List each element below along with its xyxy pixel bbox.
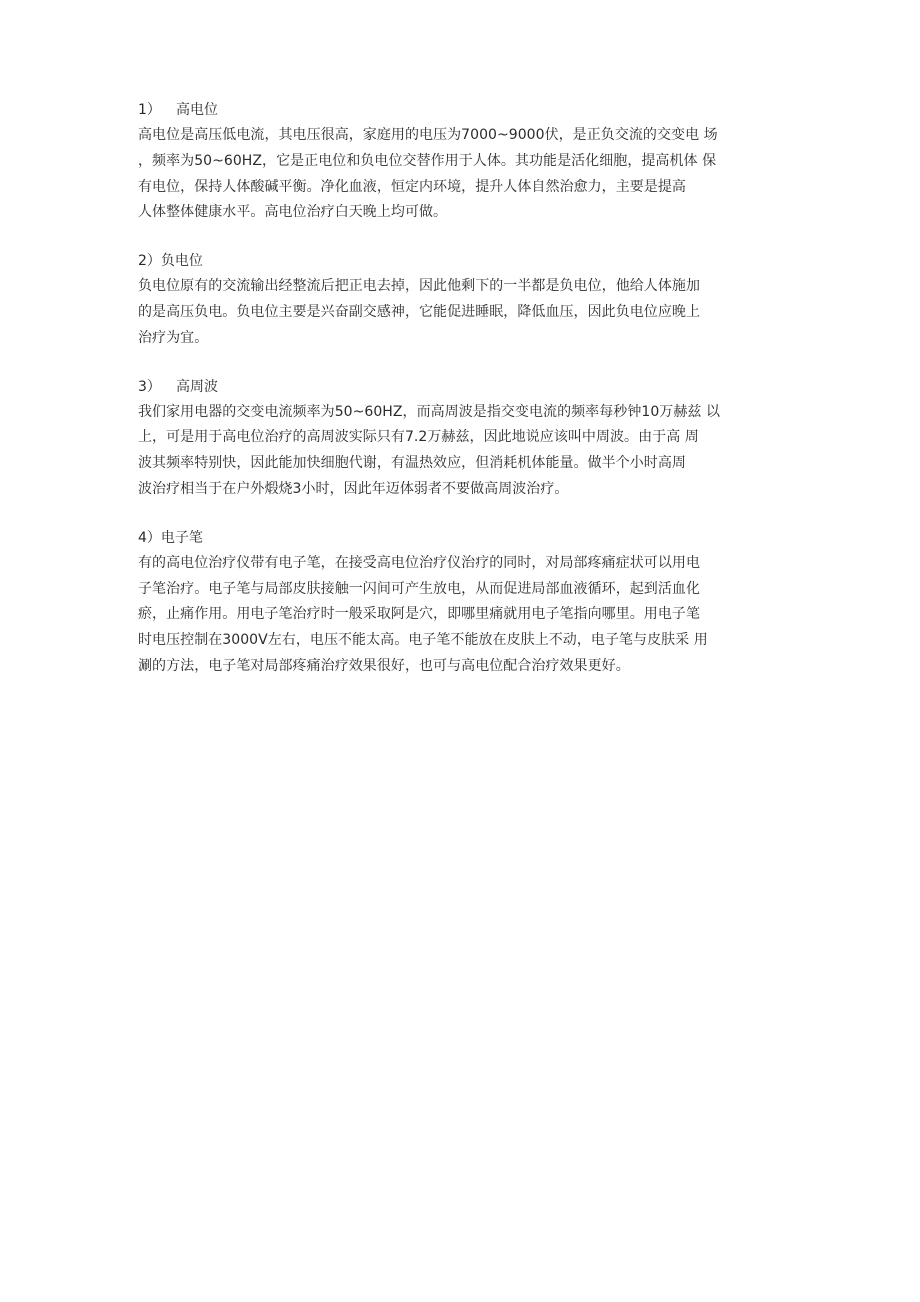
section-high-frequency [138, 374, 798, 503]
paragraph-line: 子笔治疗。电子笔与局部皮肤接触一闪间可产生放电，从而促进局部血液循环，起到活血化 [138, 580, 700, 597]
section-number: 2） [138, 253, 161, 270]
section-number: 4） [138, 529, 161, 546]
section-number: 1） [138, 102, 161, 118]
paragraph-line: 负电位原有的交流输出经整流后把正电去掉，因此他剩下的一半都是负电位，他给人体施加 [138, 278, 700, 295]
paragraph-line: 的是高压负电。负电位主要是兴奋副交感神，它能促进睡眠，降低血压，因此负电位应晚上 [138, 303, 700, 320]
paragraph-line: 波其频率特别快，因此能加快细胞代谢，有温热效应，但消耗机体能量。做半个小时高周 [138, 455, 686, 472]
paragraph-line: 人体整体健康水平。高电位治疗白天晚上均可做。 [138, 204, 448, 221]
section-title: 负电位 [160, 253, 203, 270]
section-title: 高周波 [176, 378, 218, 395]
section-title: 高电位 [176, 102, 218, 118]
section-heading [138, 97, 798, 123]
paragraph-line: 治疗为宜。 [138, 329, 209, 346]
paragraph-line: 上，可是用于高电位治疗的高周波实际只有7.2万赫兹，因此地说应该叫中周波。由于高 周 [138, 429, 699, 446]
section-electronic-pen [138, 525, 798, 680]
paragraph-line: 涮的方法，电子笔对局部疼痛治疗效果很好，也可与高电位配合治疗效果更好。 [138, 657, 630, 674]
section-number: 3） [138, 378, 161, 395]
paragraph-line: 有的高电位治疗仪带有电子笔，在接受高电位治疗仪治疗的同时，对局部疼痛症状可以用电 [138, 554, 700, 571]
paragraph-line: 高电位是高压低电流，其电压很高，家庭用的电压为7000~9000伏，是正负交流的交变电 场 [138, 127, 718, 143]
section-heading [138, 374, 798, 400]
section-heading [138, 248, 798, 274]
section-heading [138, 525, 798, 551]
section-negative-potential [138, 248, 798, 351]
paragraph-line: 瘀，止痛作用。用电子笔治疗时一般采取阿是穴，即哪里痛就用电子笔指向哪里。用电子笔 [138, 606, 700, 623]
section-title: 电子笔 [160, 529, 203, 546]
section-high-potential [138, 97, 798, 226]
paragraph-line: 时电压控制在3000V左右，电压不能太高。电子笔不能放在皮肤上不动，电子笔与皮肤采 用 [138, 632, 708, 649]
paragraph-line: ，频率为50~60HZ，它是正电位和负电位交替作用于人体。其功能是活化细胞，提高机体 保 [138, 152, 717, 169]
paragraph-line: 我们家用电器的交变电流频率为50~60HZ，而高周波是指交变电流的频率每秒钟10万赫兹 以 [138, 403, 720, 420]
document-body [138, 97, 798, 702]
paragraph-line: 有电位，保持人体酸碱平衡。净化血液，恒定内环境，提升人体自然治愈力，主要是提高 [138, 178, 686, 195]
paragraph-line: 波治疗相当于在户外煅烧3小时，因此年迈体弱者不要做高周波治疗。 [138, 480, 569, 497]
